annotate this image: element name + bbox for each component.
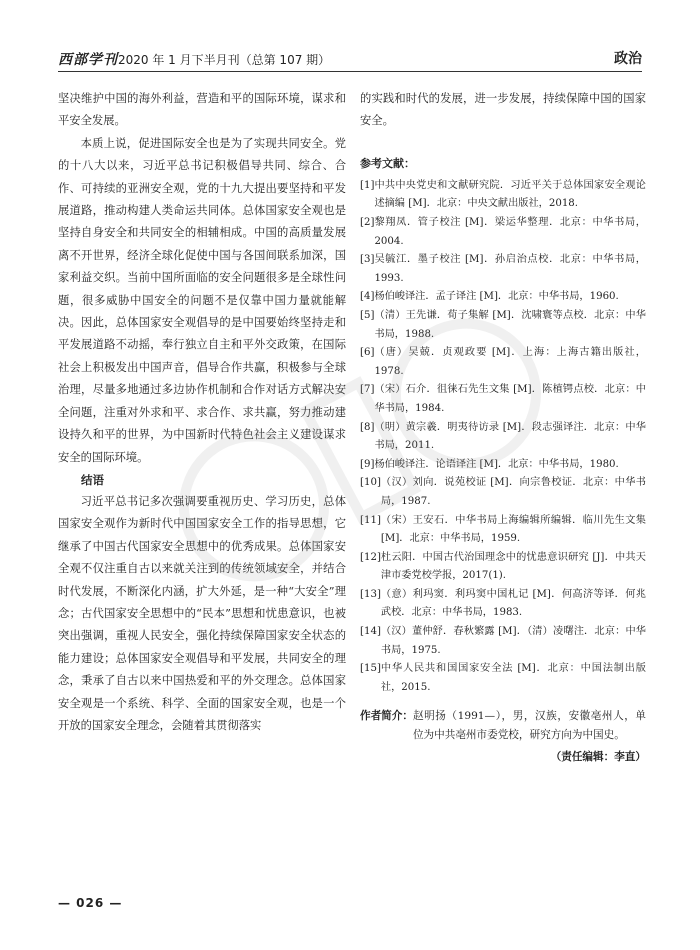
reference-item <box>360 586 646 623</box>
reference-number: [8] <box>360 421 375 433</box>
page-header <box>58 40 642 74</box>
reference-number: [4] <box>360 291 375 303</box>
reference-item <box>360 344 646 381</box>
reference-item <box>360 623 646 660</box>
reference-item <box>360 549 646 586</box>
reference-item <box>360 419 646 456</box>
reference-item <box>360 474 646 511</box>
paragraph-conclusion: 习近平总书记多次强调要重视历史、学习历史，总体国家安全观作为新时代中国国家安全工作的指导思想，它继承了中国古代国家安全思想中的优秀成果。总体国家安全观不仅注重自古以来就关注到的传统领域安全，并结合时代发展，不断深化内涵，扩大外延，是一种“大安全”理念；古代国家安全思想中的“民本”思想和忧患意识，也被突出强调，重视人民安全，强化持续保障国家安全状态的能力建设；总体国家安全观倡导和平发展，共同安全的理念，秉承了自古以来中国热爱和平的外交理念。总体国家安全观是一个系统、科学、全面的国家安全观，也是一个开放的国家安全理念，会随着其贯彻落实 <box>58 494 346 732</box>
reference-text: （宋）王安石．中华书局上海编辑所编辑．临川先生文集 [M]．北京：中华书局，1959. <box>380 514 646 545</box>
reference-text: 杨伯峻译注．孟子译注 [M]．北京：中华书局，1960. <box>374 291 619 303</box>
reference-number: [14] <box>360 626 381 638</box>
reference-list <box>360 177 646 698</box>
reference-number: [2] <box>360 217 375 228</box>
reference-text: （唐）吴兢．贞观政要 [M]．上海：上海古籍出版社，1978. <box>374 347 646 377</box>
reference-number: [5] <box>360 309 375 321</box>
reference-text: 杨伯峻译注．论语译注 [M]．北京：中华书局，1980. <box>374 458 619 470</box>
references-heading: 参考文献： <box>360 156 415 170</box>
reference-number: [7] <box>360 384 375 396</box>
reference-text: 黎翔凤．管子校注 [M]．梁运华整理．北京：中华书局，2004. <box>374 217 646 247</box>
reference-number: [9] <box>360 458 375 470</box>
reference-text: （意）利玛窦．利玛窦中国札记 [M]．何高济等译．何兆武校．北京：中华书局，1983. <box>380 588 646 619</box>
left-column <box>58 88 346 737</box>
header-journal-info <box>58 49 330 69</box>
reference-item <box>360 288 646 307</box>
author-bio <box>360 707 646 745</box>
paragraph-common-security: 本质上说，促进国际安全也是为了实现共同安全。党的十八大以来，习近平总书记积极倡导共同、综合、合作、可持续的亚洲安全观，党的十九大提出要坚持和平发展道路，推动构建人类命运共同体。总体国家安全观也是坚持自身安全和共同安全的相辅相成。中国的高质量发展离不开世界，经济全球化促使中国与各国间联系加深，国家利益交织。当前中国所面临的安全问题很多是全球性问题，很多威胁中国安全的问题不是仅靠中国力量就能解决。因此，总体国家安全观倡导的是中国要始终坚持走和平发展道路不动摇，奉行独立自主和平外交政策，在国际社会上积极发出中国声音，倡导合作共赢，积极参与全球治理，尽量多地通过多边协作机制和合作对话方式解决安全问题，注重对外求和平、求合作、求共赢，努力推动建设持久和平的世界，为中国新时代特色社会主义建设谋求安全的国际环境。 <box>58 136 346 464</box>
reference-number: [15] <box>360 663 381 675</box>
paragraph-continued: 坚决维护中国的海外利益，营造和平的国际环境，谋求和平安全发展。 <box>58 92 346 128</box>
reference-item <box>360 177 646 214</box>
conclusion-heading: 结语 <box>81 472 104 487</box>
reference-number: [13] <box>360 588 381 600</box>
reference-text: （汉）董仲舒．春秋繁露 [M]．（清）凌曙注．北京：中华书局，1975. <box>380 626 646 656</box>
reference-text: 中华人民共和国国家安全法 [M]．北京：中国法制出版社，2015. <box>380 663 646 693</box>
author-bio-text: 赵明扬（1991—），男，汉族，安徽亳州人，单位为中共亳州市委党校，研究方向为中国史。 <box>412 710 646 742</box>
page-number: — 026 — <box>58 896 123 910</box>
reference-item <box>360 381 646 418</box>
reference-number: [12] <box>360 551 381 563</box>
reference-text: （汉）刘向．说苑校证 [M]．向宗鲁校证．北京：中华书局，1987. <box>380 477 646 507</box>
reference-item <box>360 214 646 251</box>
author-bio-label: 作者简介： <box>360 710 413 723</box>
reference-item <box>360 512 646 549</box>
issue-info: 2020 年 1 月下半月刊（总第 107 期） <box>118 53 331 67</box>
reference-item <box>360 251 646 288</box>
paragraph-conclusion-end: 的实践和时代的发展，进一步发展，持续保障中国的国家安全。 <box>360 92 646 128</box>
reference-number: [10] <box>360 477 381 489</box>
reference-text: 吴毓江．墨子校注 [M]．孙启治点校．北京：中华书局，1993. <box>374 254 646 284</box>
reference-text: （明）黄宗羲．明夷待访录 [M]．段志强译注．北京：中华书局，2011. <box>374 421 646 452</box>
reference-text: （清）王先谦．荀子集解 [M]．沈啸寰等点校．北京：中华书局，1988. <box>374 309 646 340</box>
journal-logo: 西部学刊 <box>58 52 118 68</box>
header-rule <box>58 71 642 72</box>
reference-number: [3] <box>360 254 375 266</box>
section-label: 政治 <box>614 51 642 67</box>
responsible-editor: （责任编辑：李直） <box>550 751 646 764</box>
reference-text: 杜云阳．中国古代治国理念中的忧患意识研究 [J]．中共天津市委党校学报，2017(1). <box>380 551 646 582</box>
reference-item <box>360 660 646 697</box>
reference-item <box>360 307 646 344</box>
right-column <box>360 88 646 767</box>
reference-number: [11] <box>360 514 381 526</box>
reference-number: [6] <box>360 347 375 359</box>
reference-item <box>360 456 646 475</box>
reference-number: [1] <box>360 179 375 191</box>
reference-text: 中共中央党史和文献研究院．习近平关于总体国家安全观论述摘编 [M]．北京：中央文献出版社，2018. <box>374 179 646 210</box>
reference-text: （宋）石介．徂徕石先生文集 [M]．陈植锷点校．北京：中华书局，1984. <box>374 384 646 414</box>
